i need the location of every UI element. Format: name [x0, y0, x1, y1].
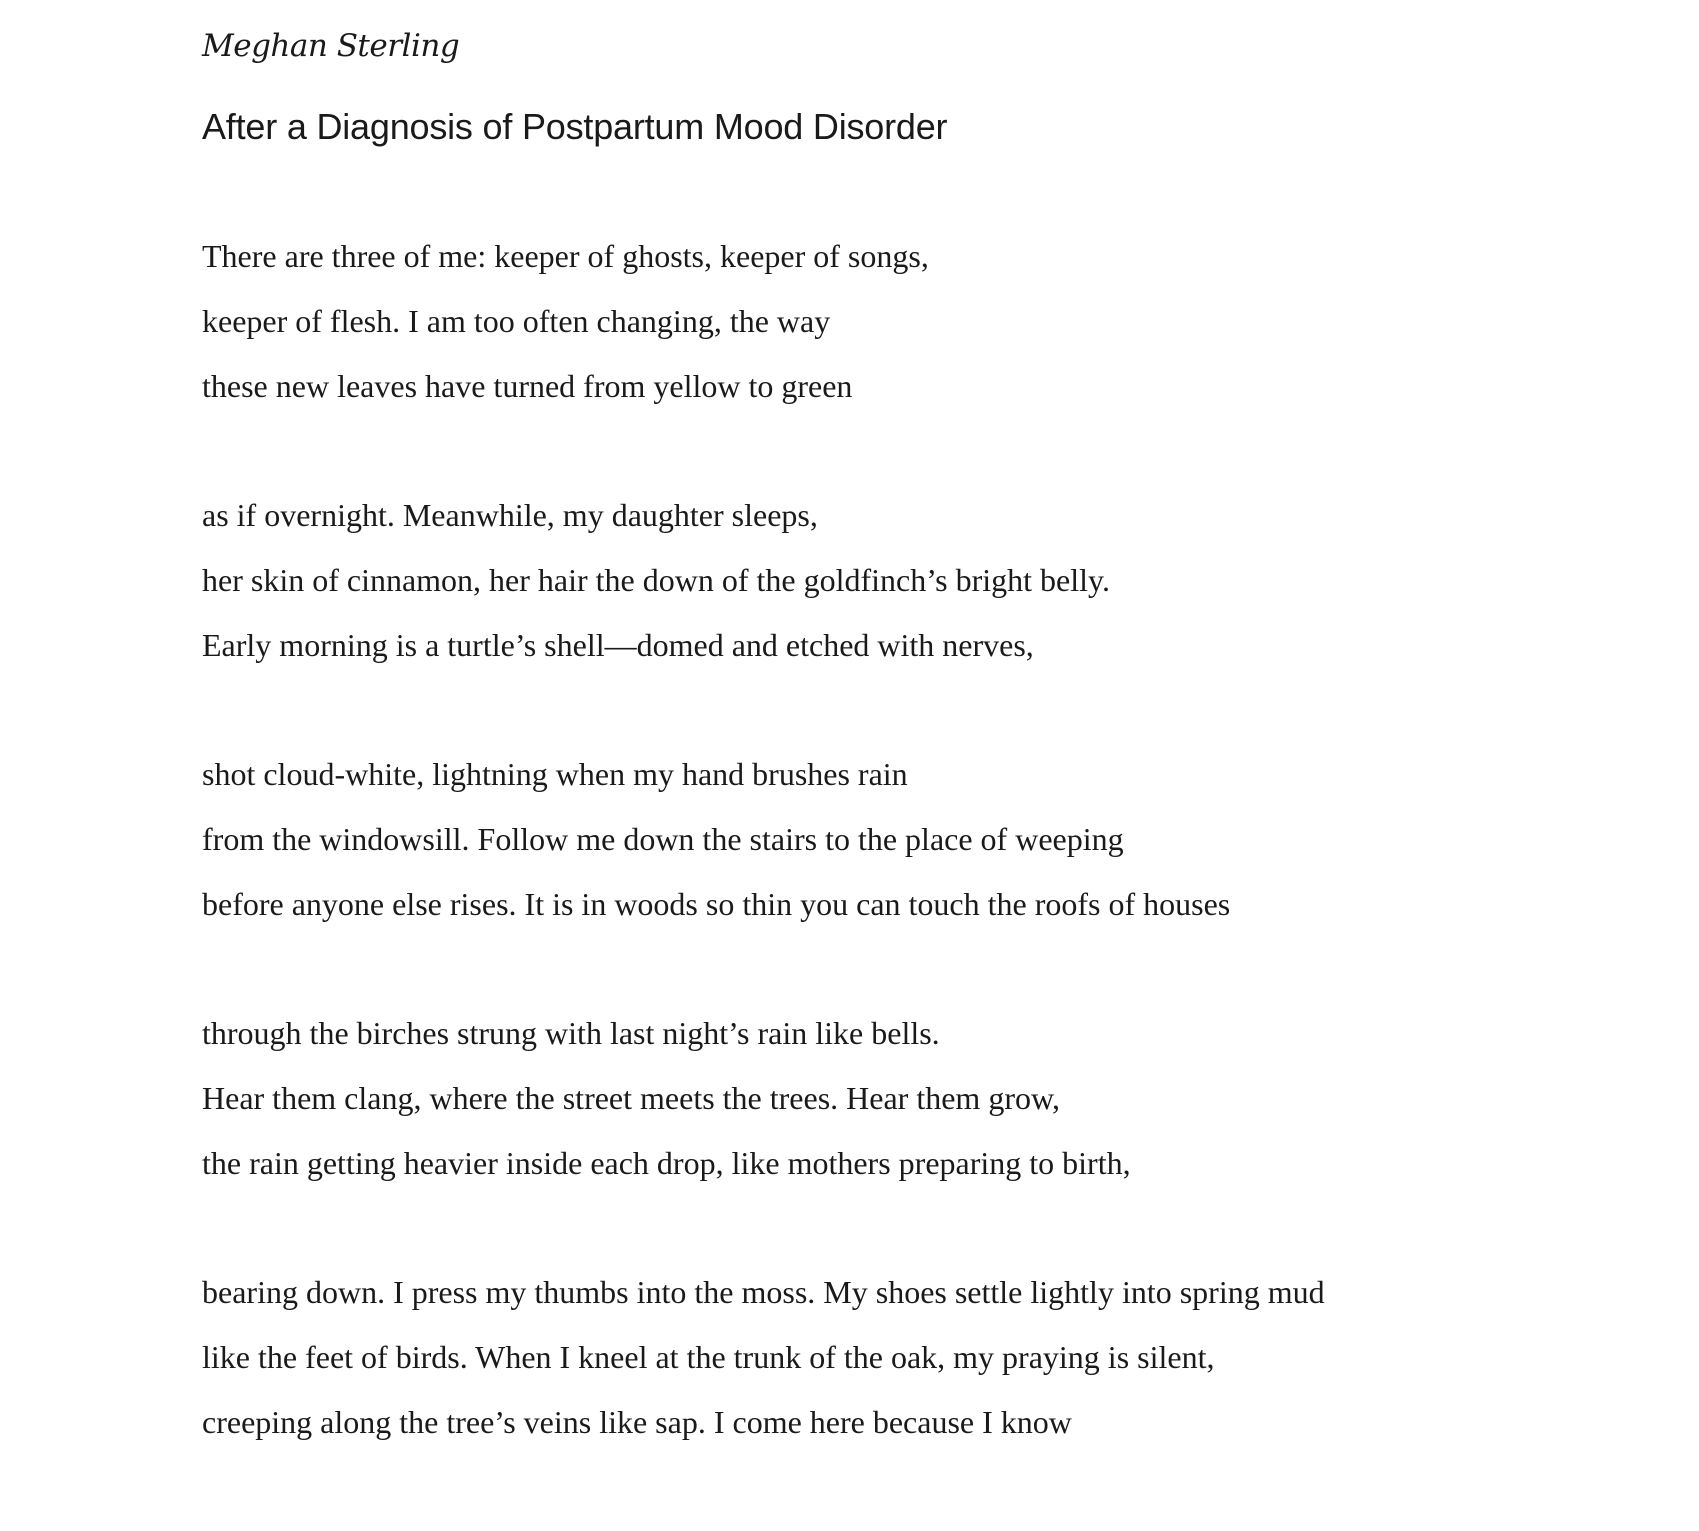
poem-line: Early morning is a turtle’s shell—domed and etched with nerves,	[202, 627, 1034, 663]
poem-line: creeping along the tree’s veins like sap. I come here because I know	[202, 1404, 1072, 1440]
poem-line: these new leaves have turned from yellow to green	[202, 368, 853, 404]
poem-line: like the feet of birds. When I kneel at the trunk of the oak, my praying is silent,	[202, 1339, 1215, 1375]
stanza-4	[202, 1013, 1325, 1208]
author-name: Meghan Sterling	[202, 28, 460, 64]
poem-line: keeper of flesh. I am too often changing, the way	[202, 303, 831, 339]
poem-body	[202, 236, 1325, 1531]
stanza-5	[202, 1272, 1325, 1467]
poem-line: shot cloud-white, lightning when my hand brushes rain	[202, 756, 908, 792]
poem-title: After a Diagnosis of Postpartum Mood Disorder	[202, 106, 948, 147]
poem-line: from the windowsill. Follow me down the stairs to the place of weeping	[202, 821, 1124, 857]
poem-line: through the birches strung with last night’s rain like bells.	[202, 1015, 940, 1051]
poem-line: before anyone else rises. It is in woods so thin you can touch the roofs of houses	[202, 886, 1231, 922]
poem-line: as if overnight. Meanwhile, my daughter sleeps,	[202, 497, 818, 533]
stanza-1	[202, 236, 1325, 431]
poem-line: her skin of cinnamon, her hair the down of the goldfinch’s bright belly.	[202, 562, 1110, 598]
stanza-2	[202, 495, 1325, 690]
poem-line: Hear them clang, where the street meets the trees. Hear them grow,	[202, 1080, 1060, 1116]
poem-line: There are three of me: keeper of ghosts, keeper of songs,	[202, 238, 929, 274]
poem-line: bearing down. I press my thumbs into the moss. My shoes settle lightly into spring mud	[202, 1274, 1325, 1310]
poem-line: the rain getting heavier inside each drop, like mothers preparing to birth,	[202, 1145, 1131, 1181]
stanza-3	[202, 754, 1325, 949]
